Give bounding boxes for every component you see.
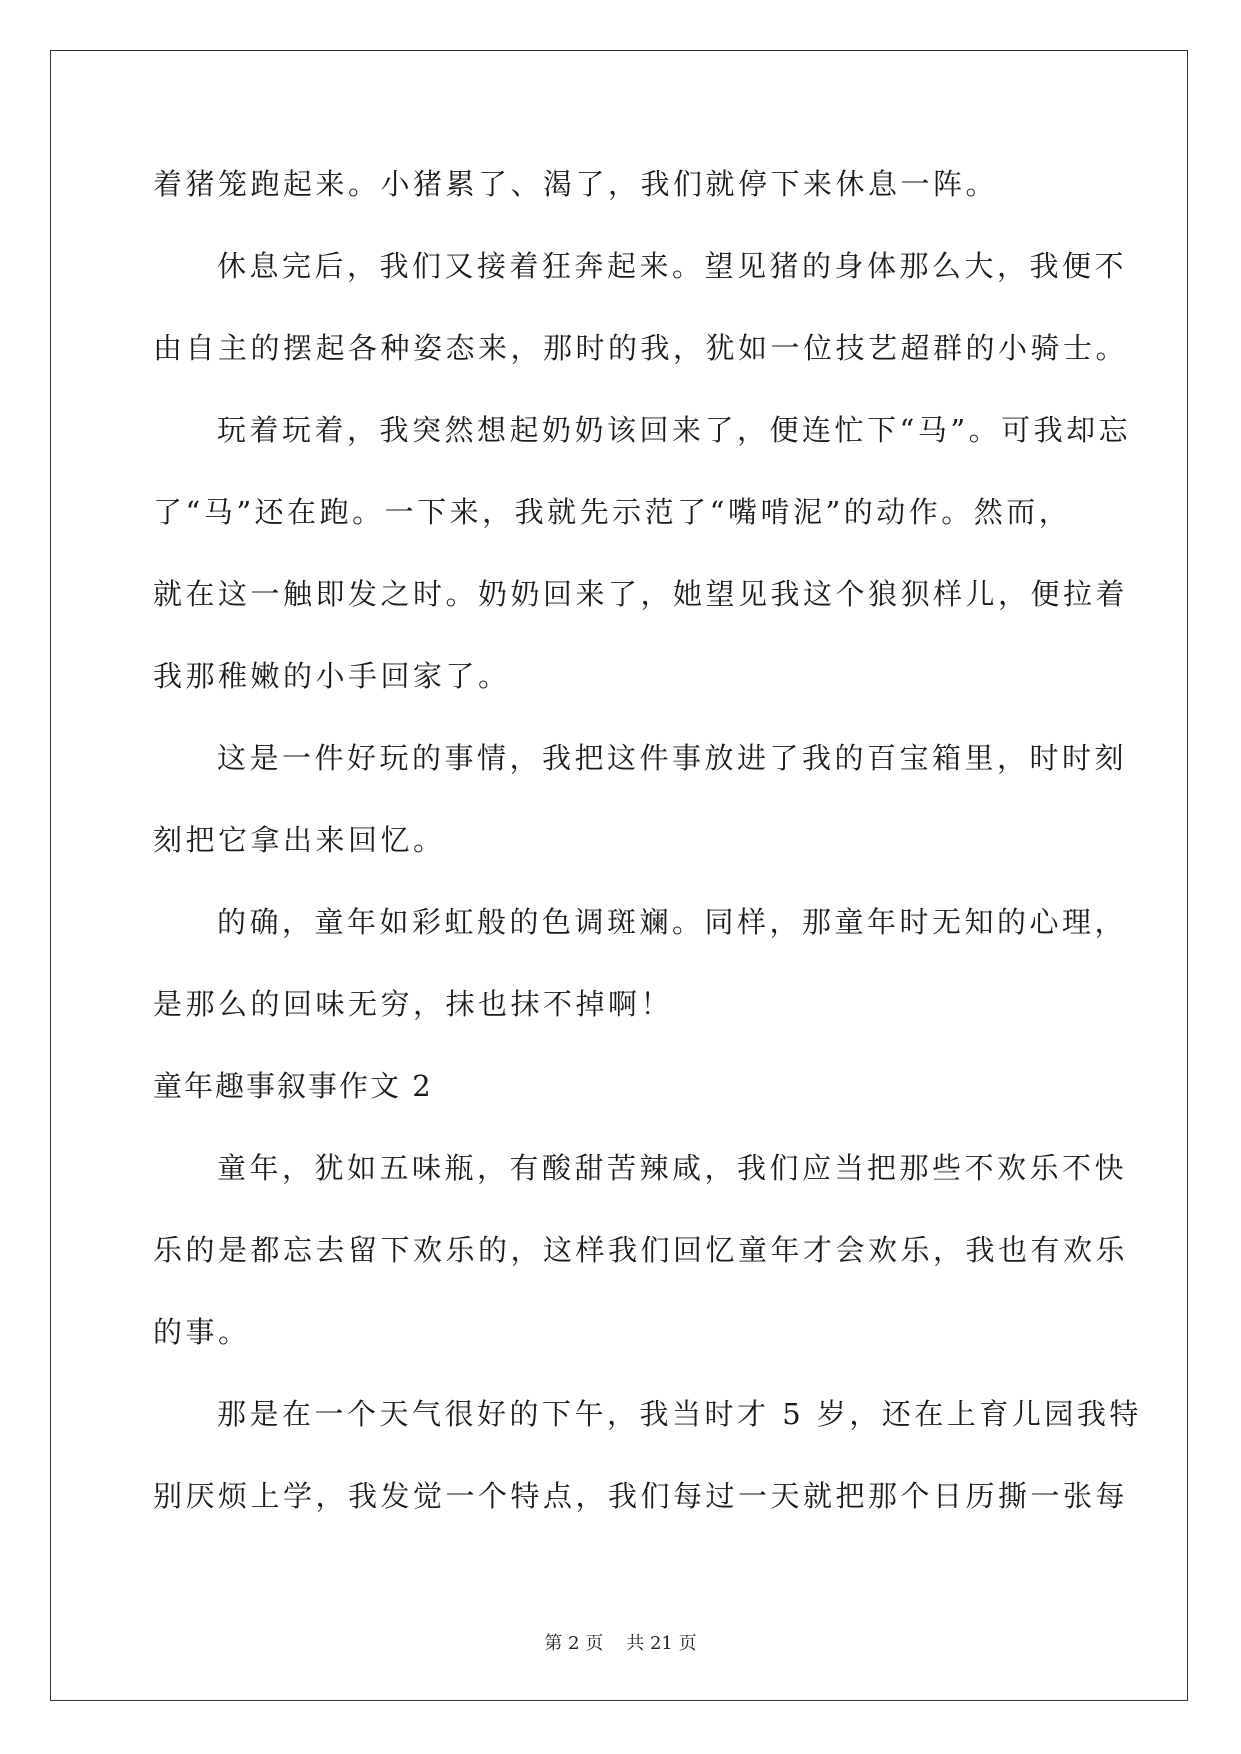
text-line: 是那么的回味无穷，抹也抹不掉啊！: [153, 987, 674, 1021]
text-line: 童年，犹如五味瓶，有酸甜苦辣咸，我们应当把那些不欢乐不快: [217, 1151, 1128, 1185]
text-line: 了“马”还在跑。一下来，我就先示范了“嘴啃泥”的动作。然而，: [153, 495, 1072, 529]
text-line: 我那稚嫩的小手回家了。: [153, 659, 511, 693]
page-total: 共 21 页: [626, 1633, 697, 1654]
text-line: 乐的是都忘去留下欢乐的，这样我们回忆童年才会欢乐，我也有欢乐: [153, 1233, 1129, 1267]
text-line: 休息完后，我们又接着狂奔起来。望见猪的身体那么大，我便不: [217, 249, 1128, 283]
text-line: 着猪笼跑起来。小猪累了、渴了，我们就停下来休息一阵。: [153, 167, 999, 201]
text-line: 就在这一触即发之时。奶奶回来了，她望见我这个狼狈样儿，便拉着: [153, 577, 1129, 611]
text-line: 那是在一个天气很好的下午，我当时才 5 岁，还在上育儿园我特: [217, 1397, 1142, 1431]
text-line: 由自主的摆起各种姿态来，那时的我，犹如一位技艺超群的小骑士。: [153, 331, 1129, 365]
page-number: 第 2 页: [544, 1633, 604, 1654]
text-line: 这是一件好玩的事情，我把这件事放进了我的百宝箱里，时时刻: [217, 741, 1128, 775]
document-body: [153, 164, 1142, 1558]
text-line: 玩着玩着，我突然想起奶奶该回来了，便连忙下“马”。可我却忘: [217, 413, 1132, 447]
text-line: 的事。: [153, 1315, 251, 1349]
section-heading: 童年趣事叙事作文 2: [153, 1069, 433, 1103]
text-line: 别厌烦上学，我发觉一个特点，我们每过一天就把那个日历撕一张每: [153, 1479, 1129, 1513]
page-footer: [0, 1632, 1241, 1656]
text-line: 刻把它拿出来回忆。: [153, 823, 446, 857]
text-line: 的确，童年如彩虹般的色调斑斓。同样，那童年时无知的心理，: [217, 905, 1128, 939]
